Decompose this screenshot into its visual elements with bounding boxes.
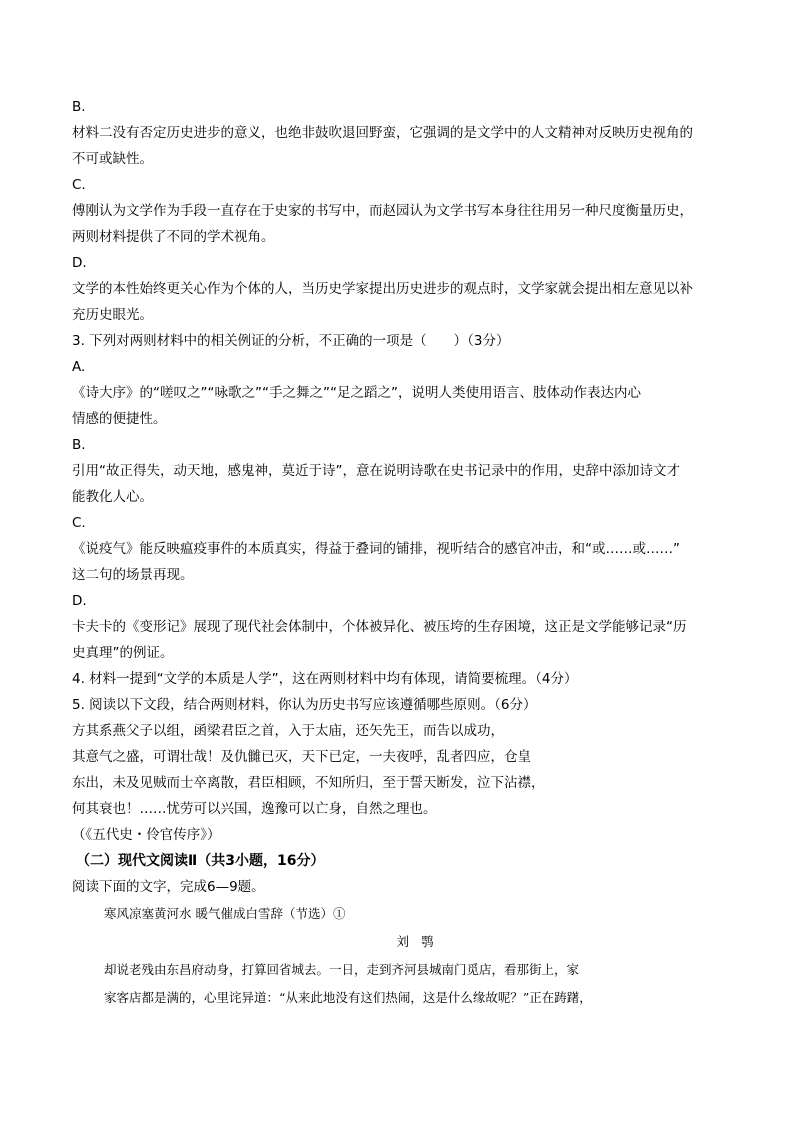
question-5-stem: 5. 阅读以下文段，结合两则材料，你认为历史书写应该遵循哪些原则。（6分） (72, 697, 537, 713)
q2-option-b-label: B. (72, 99, 86, 115)
q5-passage-line: 东出，未及见贼而士卒离散，君臣相顾，不知所归，至于誓天断发，泣下沾襟， (72, 775, 545, 791)
q5-passage-source: （《五代史・伶官传序》） (72, 827, 221, 843)
q3-option-a-text-cont: 情感的便捷性。 (72, 411, 167, 427)
q3-option-c-text: 《说疫气》能反映瘟疫事件的本质真实，得益于叠词的铺排，视听结合的感官冲击，和“或……或……” (72, 541, 680, 557)
q2-option-c-text-cont: 两则材料提供了不同的学术视角。 (72, 229, 275, 245)
section-instruction: 阅读下面的文字，完成6—9题。 (72, 879, 265, 895)
q3-option-a-label: A. (72, 359, 86, 375)
q3-option-c-label: C. (72, 515, 86, 531)
q3-option-b-text: 引用“故正得失，动天地，感鬼神，莫近于诗”，意在说明诗歌在史书记录中的作用，史辞中添加诗文才 (72, 463, 680, 479)
question-4-stem: 4. 材料一提到“文学的本质是人学”，这在两则材料中均有体现，请简要梳理。（4分） (72, 671, 578, 687)
q2-option-c-label: C. (72, 177, 86, 193)
q2-option-d-text-cont: 充历史眼光。 (72, 307, 153, 323)
q3-option-d-label: D. (72, 593, 87, 609)
q2-option-d-label: D. (72, 255, 87, 271)
q3-option-d-text: 卡夫卡的《变形记》展现了现代社会体制中，个体被异化、被压垮的生存困境，这正是文学能够记录“历 (72, 619, 687, 635)
q3-option-d-text-cont: 史真理”的例证。 (72, 645, 174, 661)
excerpt-body-line: 家客店都是满的，心里诧异道：“从来此地没有这们热闹，这是什么缘故呢？”正在踌躇， (104, 990, 592, 1005)
q5-passage-line: 其意气之盛，可谓壮哉！及仇雠已灭，天下已定，一夫夜呼，乱者四应，仓皇 (72, 749, 531, 765)
q3-option-b-text-cont: 能教化人心。 (72, 489, 153, 505)
q2-option-b-text: 材料二没有否定历史进步的意义，也绝非鼓吹退回野蛮，它强调的是文学中的人文精神对反映历史视角的 (72, 125, 693, 141)
excerpt-body-line: 却说老残由东昌府动身，打算回省城去。一日，走到齐河县城南门觅店，看那街上，家 (104, 962, 580, 977)
q3-option-a-text: 《诗大序》的“嗟叹之”“咏歌之”“手之舞之”“足之蹈之”，说明人类使用语言、肢体动作表达内心 (72, 385, 641, 401)
question-3-stem: 3. 下列对两则材料中的相关例证的分析，不正确的一项是（ ）（3分） (72, 333, 510, 349)
document-page (72, 94, 722, 1012)
q3-option-c-text-cont: 这二句的场景再现。 (72, 567, 194, 583)
excerpt-author: 刘 鹗 (396, 934, 438, 949)
q2-option-d-text: 文学的本性始终更关心作为个体的人，当历史学家提出历史进步的观点时，文学家就会提出相左意见以补 (72, 281, 693, 297)
q3-option-b-label: B. (72, 437, 86, 453)
excerpt-title: 寒风凉塞黄河水 暖气催成白雪辞（节选）① (104, 906, 346, 921)
q5-passage-line: 何其衰也！……忧劳可以兴国，逸豫可以亡身，自然之理也。 (72, 801, 437, 817)
q2-option-c-text: 傅刚认为文学作为手段一直存在于史家的书写中，而赵园认为文学书写本身往往用另一种尺度衡量历史， (72, 203, 693, 219)
section-heading: （二）现代文阅读Ⅱ（共3小题，16分） (76, 853, 325, 869)
q5-passage-line: 方其系燕父子以组，函梁君臣之首，入于太庙，还矢先王，而告以成功， (72, 723, 504, 739)
q2-option-b-text-cont: 不可或缺性。 (72, 151, 153, 167)
